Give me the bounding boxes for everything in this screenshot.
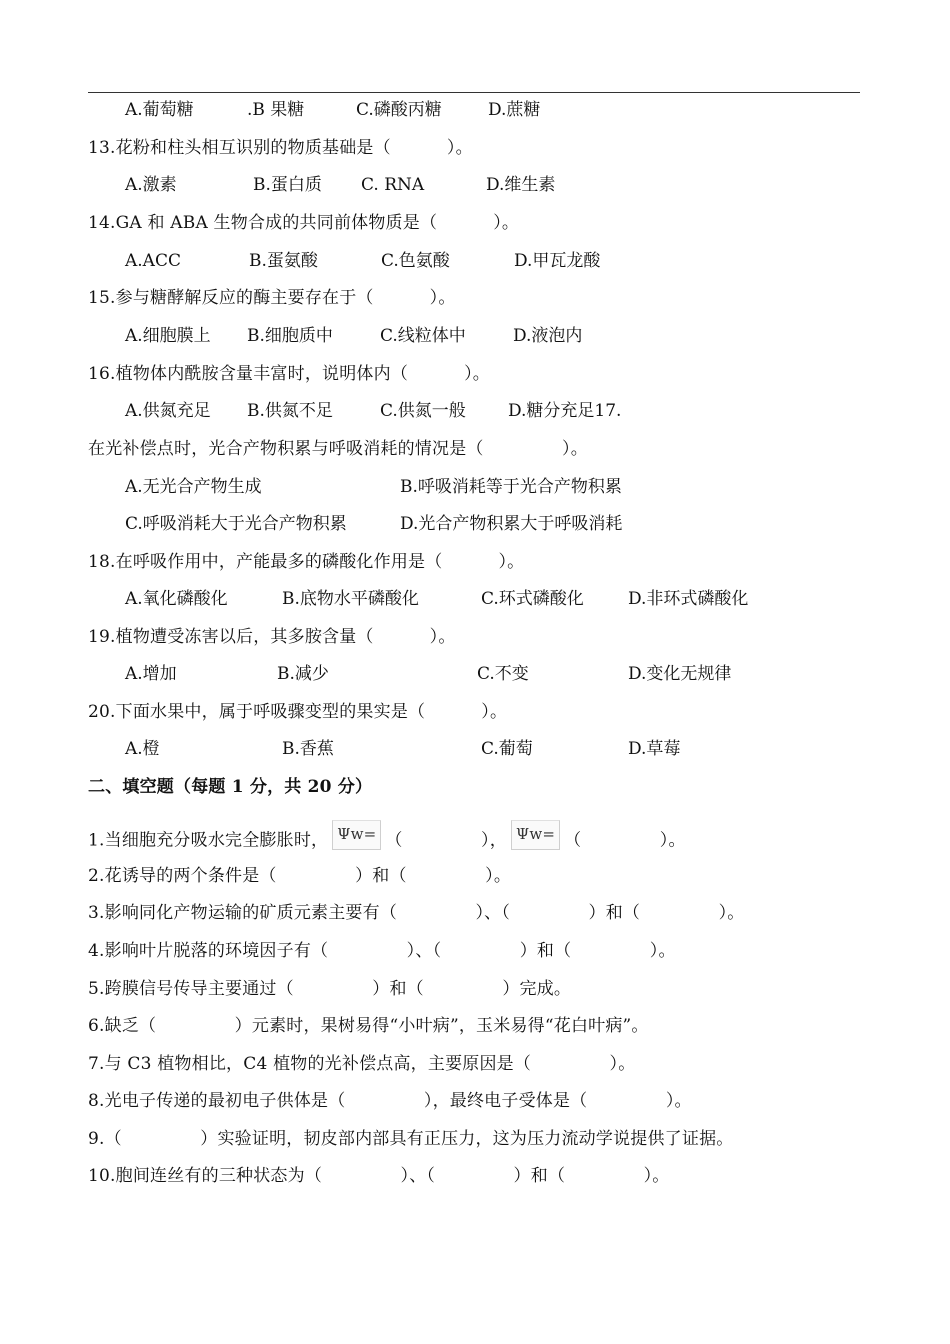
fill-5: 5.跨膜信号传导主要通过（ ）和（ ）完成。: [88, 979, 572, 999]
q16-stem: 16.植物体内酰胺含量丰富时，说明体内（ ）。: [88, 364, 490, 384]
q18-option-c: C.环式磷酸化: [481, 589, 584, 609]
q14-option-d: D.甲瓦龙酸: [514, 251, 601, 271]
q19-option-b: B.减少: [277, 664, 329, 684]
fill-3: 3.影响同化产物运输的矿质元素主要有（ ）、（ ）和（ ）。: [88, 903, 745, 923]
q14-option-b: B.蛋氨酸: [249, 251, 318, 271]
fill-6: 6.缺乏（ ）元素时，果树易得“小叶病”，玉米易得“花白叶病”。: [88, 1016, 649, 1036]
q16-option-d: D.糖分充足17.: [508, 401, 622, 421]
q18-option-b: B.底物水平磷酸化: [282, 589, 419, 609]
q19-option-a: A.增加: [125, 664, 177, 684]
q19-stem: 19.植物遭受冻害以后，其多胺含量（ ）。: [88, 627, 456, 647]
q15-option-b: B.细胞质中: [247, 326, 333, 346]
q20-option-a: A.橙: [125, 739, 160, 759]
q15-option-c: C.线粒体中: [380, 326, 466, 346]
q12-option-b: .B 果糖: [247, 100, 305, 120]
fill-9: 9.（ ）实验证明，韧皮部内部具有正压力，这为压力流动学说提供了证据。: [88, 1129, 734, 1149]
q13-option-a: A.激素: [125, 175, 177, 195]
q17-option-b: B.呼吸消耗等于光合产物积累: [400, 477, 622, 497]
q18-option-a: A.氧化磷酸化: [125, 589, 228, 609]
q14-option-c: C.色氨酸: [381, 251, 450, 271]
fill-4: 4.影响叶片脱落的环境因子有（ ）、（ ）和（ ）。: [88, 941, 676, 961]
q19-option-c: C.不变: [477, 664, 529, 684]
q20-option-b: B.香蕉: [282, 739, 334, 759]
q17-stem: 在光补偿点时，光合产物积累与呼吸消耗的情况是（ ）。: [88, 439, 588, 459]
q12-option-d: D.蔗糖: [488, 100, 541, 120]
fill-1-blank-2: （ ）。: [564, 830, 686, 851]
q14-stem: 14.GA 和 ABA 生物合成的共同前体物质是（ ）。: [88, 213, 520, 233]
psi-w-image-1: Ψw=: [332, 820, 381, 850]
q18-stem: 18.在呼吸作用中，产能最多的磷酸化作用是（ ）。: [88, 552, 525, 572]
fill-8: 8.光电子传递的最初电子供体是（ ），最终电子受体是（ ）。: [88, 1091, 692, 1111]
header-rule: [88, 92, 860, 93]
q15-stem: 15.参与糖酵解反应的酶主要存在于（ ）。: [88, 288, 456, 308]
q16-option-c: C.供氮一般: [380, 401, 466, 421]
q13-option-d: D.维生素: [486, 175, 556, 195]
q20-option-d: D.草莓: [628, 739, 681, 759]
q13-stem: 13.花粉和柱头相互识别的物质基础是（ ）。: [88, 138, 473, 158]
fill-10: 10.胞间连丝有的三种状态为（ ）、（ ）和（ ）。: [88, 1166, 670, 1186]
q13-option-b: B.蛋白质: [253, 175, 322, 195]
q12-option-a: A.葡萄糖: [125, 100, 194, 120]
q17-option-d: D.光合产物积累大于呼吸消耗: [400, 514, 623, 534]
q16-option-a: A.供氮充足: [125, 401, 211, 421]
fill-1-blank-1: （ ），: [385, 830, 507, 851]
q13-option-c: C. RNA: [361, 175, 425, 195]
q17-option-c: C.呼吸消耗大于光合产物积累: [125, 514, 347, 534]
q15-option-d: D.液泡内: [513, 326, 583, 346]
psi-w-image-2: Ψw=: [511, 820, 560, 850]
q20-stem: 20.下面水果中，属于呼吸骤变型的果实是（ ）。: [88, 702, 508, 722]
q16-option-b: B.供氮不足: [247, 401, 333, 421]
q12-option-c: C.磷酸丙糖: [356, 100, 442, 120]
fill-7: 7.与 C3 植物相比，C4 植物的光补偿点高，主要原因是（ ）。: [88, 1054, 636, 1074]
q14-option-a: A.ACC: [125, 251, 181, 271]
fill-2: 2.花诱导的两个条件是（ ）和（ ）。: [88, 866, 512, 886]
fill-1: [88, 826, 686, 856]
q20-option-c: C.葡萄: [481, 739, 533, 759]
q17-option-a: A.无光合产物生成: [125, 477, 262, 497]
q15-option-a: A.细胞膜上: [125, 326, 211, 346]
fill-1-prefix: 1.当细胞充分吸水完全膨胀时，: [88, 830, 329, 851]
q18-option-d: D.非环式磷酸化: [628, 589, 749, 609]
section-heading-fill-in: 二、填空题（每题 1 分，共 20 分）: [88, 777, 373, 797]
q19-option-d: D.变化无规律: [628, 664, 732, 684]
